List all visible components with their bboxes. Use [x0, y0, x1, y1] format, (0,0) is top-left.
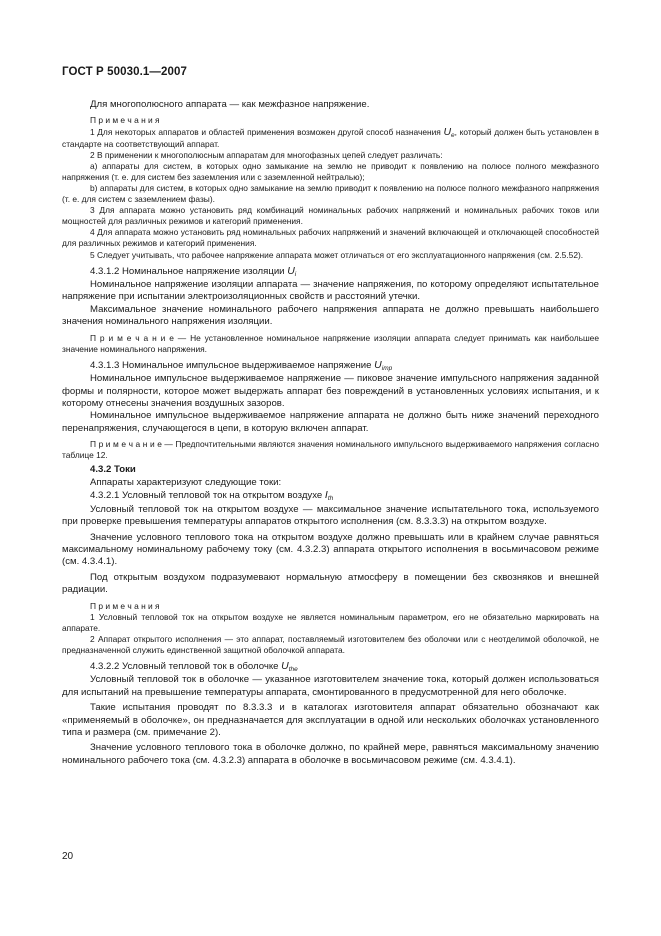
paragraph: Условный тепловой ток в оболочке — указанное изготовителем значение тока, который должен использоваться для испытаний на превышение температуры аппарата, смонтированного в предусмотренной для него оболочке.: [62, 674, 599, 698]
note-text: — Не установленное номинальное напряжение изоляции аппарата следует принимать как наибольшее значение номинального напряжения.: [62, 332, 599, 354]
paragraph: Условный тепловой ток на открытом воздухе — максимальное значение испытательного тока, используемого при проверке превышения температуры аппаратов открытого исполнения (см. 8.3.3.3) на открытом воздухе.: [62, 503, 599, 528]
paragraph: Номинальное импульсное выдерживаемое напряжение аппарата не должно быть ниже значений переходного перенапряжения, случающегося в цепи, в которую включен аппарат.: [62, 410, 599, 434]
section-heading: [62, 489, 599, 503]
heading-text: 4.3.1.2 Номинальное напряжение изоляции: [90, 265, 288, 277]
note-item: a) аппараты для систем, в которых одно замыкание на землю не приводит к появлению на полюсе полного межфазного напряжения (т. е. для систем без заземления или с заземленной нейтралью);: [62, 160, 599, 182]
section-heading: 4.3.2 Токи: [90, 464, 136, 476]
symbol: U: [281, 660, 289, 672]
symbol: U: [374, 358, 382, 371]
note-item: 1 Условный тепловой ток на открытом воздухе не является номинальным параметром, его не обязательно маркировать на аппарате.: [62, 611, 599, 633]
note-text: — Предпочтительными являются значения номинального импульсного выдерживаемого напряжения согласно таблице 12.: [62, 439, 599, 461]
section-heading: [62, 660, 599, 674]
paragraph: Значение условного теплового тока в оболочке должно, по крайней мере, равняться максимальному значению номинального рабочего тока (см. 4.3.2.3) аппарата в оболочке в восьмичасовом режиме (см. 4.3.4.1).: [62, 742, 599, 766]
note-item: b) аппараты для систем, в которых одно замыкание на землю приводит к появлению на полюсе полного межфазного напряжения (т. е. для систем с заземлением фазы).: [62, 182, 599, 205]
section-heading: [62, 265, 599, 279]
page-body: [62, 99, 599, 767]
note-text: 1 Для некоторых аппаратов и областей применения возможен другой способ назначения: [90, 126, 444, 137]
paragraph: Аппараты характеризуют следующие токи:: [90, 476, 282, 488]
note-item: 2 В применении к многополюсным аппаратам для многофазных цепей следует различать:: [90, 149, 443, 160]
section-heading: [62, 359, 599, 373]
symbol-subscript: e: [451, 131, 455, 139]
note-item: [62, 127, 599, 150]
symbol: U: [287, 264, 295, 277]
note-item: 5 Следует учитывать, что рабочее напряжение аппарата может отличаться от его эксплуатационного напряжения (см. 2.5.52).: [90, 249, 584, 260]
note-heading: П р и м е ч а н и я: [90, 115, 160, 126]
paragraph: Значение условного теплового тока на открытом воздухе должно превышать или в крайнем случае равняться максимальному номинальному рабочему току (см. 4.3.2.3) аппарата открытого исполнения в восьмичасовом режиме (см. 4.3.4.1).: [62, 531, 599, 568]
symbol-subscript: imp: [381, 364, 393, 372]
heading-text: 4.3.2.2 Условный тепловой ток в оболочке: [90, 661, 282, 672]
note-heading: П р и м е ч а н и я: [90, 600, 160, 611]
paragraph: Для многополюсного аппарата — как межфазное напряжение.: [90, 99, 370, 110]
symbol: I: [324, 489, 328, 502]
heading-text: 4.3.1.3 Номинальное импульсное выдерживаемое напряжение: [90, 359, 375, 371]
symbol: U: [443, 125, 452, 138]
page-number: 20: [62, 851, 74, 862]
document-header: ГОСТ Р 50030.1—2007: [62, 66, 187, 78]
symbol-subscript: the: [288, 666, 298, 673]
paragraph: Под открытым воздухом подразумевают нормальную атмосферу в помещении без сквозняков и внешней радиации.: [62, 571, 599, 596]
symbol-subscript: th: [327, 495, 334, 503]
note-text: , который должен быть установлен в стандарте на соответствующий аппарат.: [62, 126, 599, 149]
note: [62, 333, 599, 355]
note-label: П р и м е ч а н и е: [90, 332, 174, 343]
heading-text: 4.3.2.1 Условный тепловой ток на открытом воздухе: [90, 490, 325, 502]
note-item: 4 Для аппарата можно установить ряд номинальных рабочих напряжений и значений включающей и отключающей способностей для различных режимов и категорий применения.: [62, 227, 599, 249]
note-item: 3 Для аппарата можно установить ряд комбинаций номинальных рабочих напряжений и номинальных рабочих токов или мощностей для различных режимов и категорий применения.: [62, 205, 599, 227]
note: [62, 439, 599, 461]
note-label: П р и м е ч а н и е: [90, 439, 162, 450]
note-item: 2 Аппарат открытого исполнения — это аппарат, поставляемый изготовителем без оболочки или с неотделимой оболочкой, не предназначенной служить единственной защитной оболочкой аппарата.: [62, 633, 599, 655]
paragraph: Максимальное значение номинального рабочего напряжения аппарата не должно превышать наибольшего значения номинального напряжения изоляции.: [62, 303, 599, 328]
symbol-subscript: i: [294, 270, 297, 278]
paragraph: Номинальное импульсное выдерживаемое напряжение — пиковое значение импульсного напряжения заданной формы и полярности, которое может выдержать аппарат без повреждений в установленных условиях испытания, и к которому отнесены значения воздушных зазоров.: [62, 373, 599, 410]
paragraph: Такие испытания проводят по 8.3.3.3 и в каталогах изготовителя аппарат обязательно обозначают как «применяемый в оболочке», он предназначается для эксплуатации в одной или нескольких оболочках установленного типа и размера (см. примечание 2).: [62, 702, 599, 739]
paragraph: Номинальное напряжение изоляции аппарата — значение напряжения, по которому определяют испытательное напряжение при испытании электроизоляционных свойств и расстояний утечки.: [62, 279, 599, 303]
